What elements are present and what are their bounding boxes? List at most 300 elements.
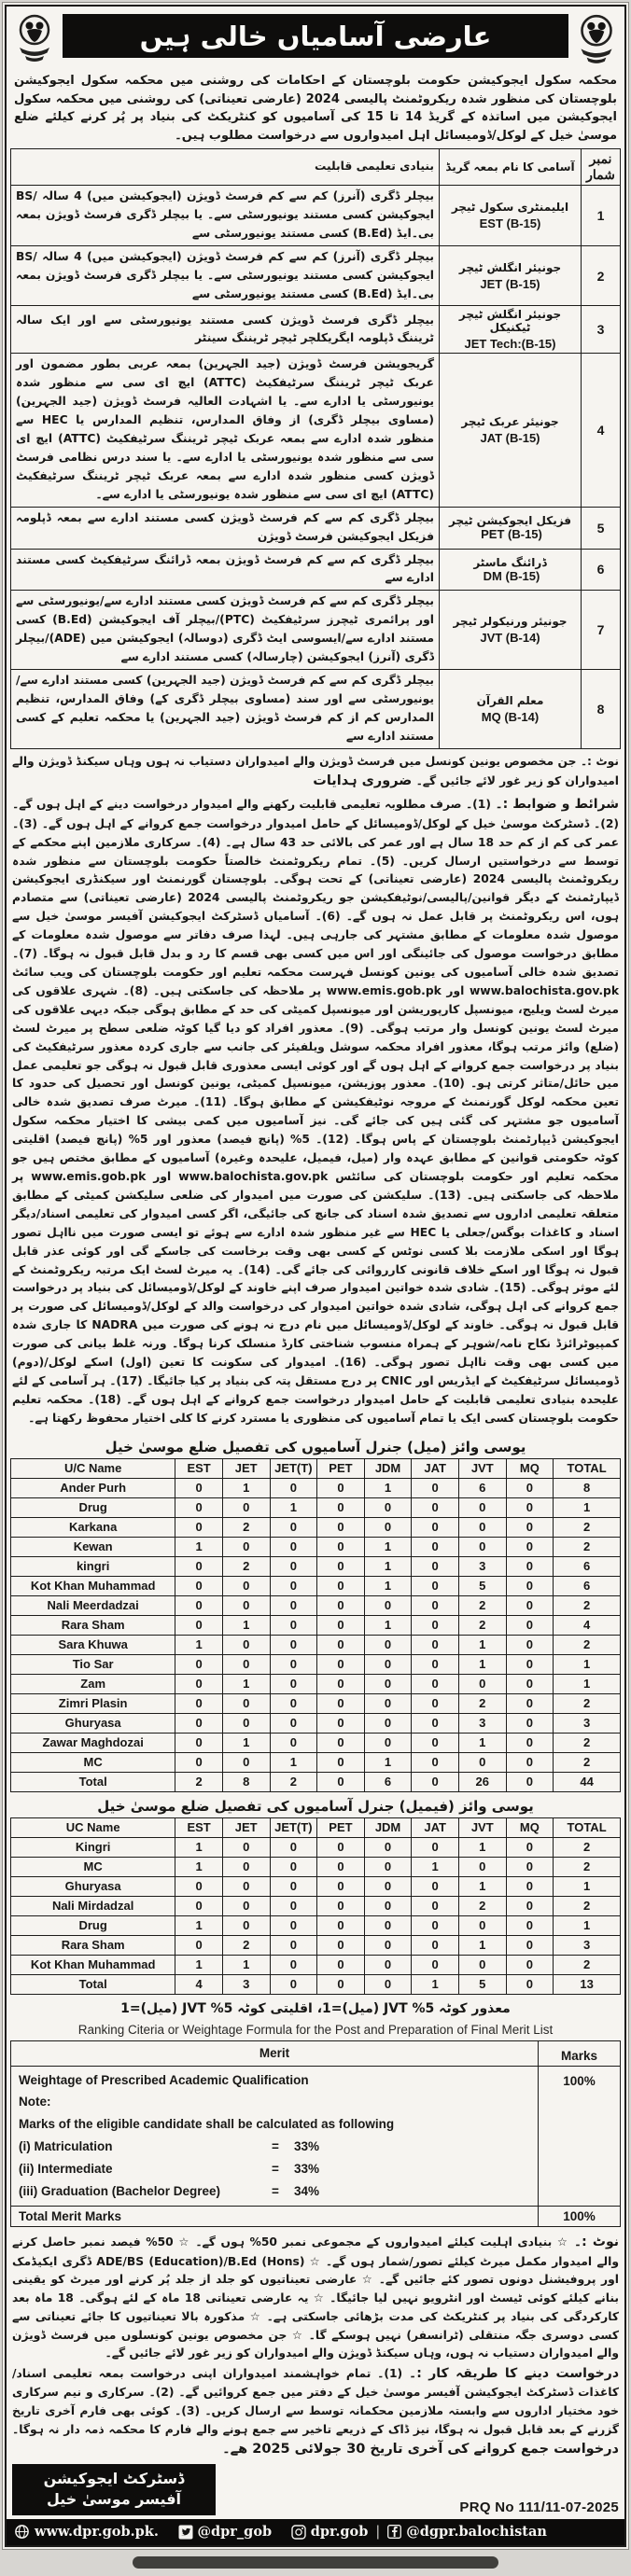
- count-cell: 1: [364, 1478, 412, 1497]
- row-total-cell: 13: [554, 1974, 621, 1994]
- female-table-title: یوسی وائز (فیمیل) جنرل آسامیوں کی تفصیل ضلع موسیٰ خیل: [97, 1797, 534, 1815]
- application-deadline: درخواست جمع کروانے کی آخری تاریخ 30 جولائی 2025 ھے۔: [222, 2442, 619, 2458]
- count-cell: 0: [412, 1517, 459, 1537]
- count-cell: 2: [458, 1615, 506, 1635]
- count-cell: 0: [270, 1733, 317, 1752]
- count-cell: 0: [506, 1876, 554, 1896]
- count-cell: 1: [222, 1955, 270, 1974]
- count-cell: 4: [175, 1974, 223, 1994]
- count-cell: 0: [412, 1595, 459, 1615]
- count-cell: 1: [270, 1497, 317, 1517]
- intro-paragraph: محکمہ سکول ایجوکیشن حکومت بلوچستان کے احکامات کی روشنی میں محکمہ سکول ایجوکیشن بلوچستان کی منظور شدہ ریکروٹمنٹ پالیسی 2024 (عارضی تعیناتی) کی روشنی میں محکمہ سکول ایجوکیشن میں اساتذہ کے گریڈ 14 تا 15 کی آسامیوں کو کنٹریکٹ کی بنیاد پر پُر کرنے کیلئے ضلع موسیٰ خیل کے لوکل/ڈومیسائل اہل امیدواروں سے درخواست مطلوب ہیں۔: [14, 74, 617, 143]
- row-total-cell: 3: [554, 1935, 621, 1955]
- count-cell: 0: [175, 1654, 223, 1674]
- count-cell: 0: [317, 1876, 365, 1896]
- count-cell: 5: [458, 1974, 506, 1994]
- count-cell: 0: [270, 1713, 317, 1733]
- count-cell: 0: [222, 1654, 270, 1674]
- count-cell: 0: [364, 1915, 412, 1935]
- table-row: [11, 1876, 621, 1896]
- column-header: JET: [222, 1458, 270, 1478]
- merit-content-cell: [11, 2066, 539, 2207]
- post-row: [11, 354, 621, 507]
- count-cell: 0: [458, 1517, 506, 1537]
- column-header: JDM: [364, 1458, 412, 1478]
- count-cell: 0: [270, 1635, 317, 1654]
- note-label: نوٹ :۔: [580, 754, 619, 768]
- table-row: [11, 1576, 621, 1595]
- qualification-cell: بیچلر ڈگری کم سے کم فرسٹ ڈویژن (جید الجہرین) کسی مستند ادارے سے/یونیورسٹی سے اور سند (مساوی بیچلر ڈگری کے) وفاق المدارس، تنظیم المدارس کم از کم فرسٹ ڈویژن (جید الجہرین) یا محکمہ تعلیم کے کسی مستند ادارے سے: [11, 669, 440, 748]
- post-row: [11, 669, 621, 748]
- table-row: [11, 1752, 621, 1772]
- post-code: JVT (B-14): [480, 631, 540, 646]
- total-row: [11, 1974, 621, 1994]
- count-cell: 0: [222, 1576, 270, 1595]
- count-cell: 0: [222, 1497, 270, 1517]
- count-cell: 0: [222, 1635, 270, 1654]
- count-cell: 0: [175, 1478, 223, 1497]
- total-merit-value: 100%: [539, 2207, 621, 2227]
- uc-name-cell: Sara Khuwa: [11, 1635, 175, 1654]
- count-cell: 1: [222, 1674, 270, 1693]
- column-header: PET: [317, 1817, 365, 1837]
- header: [10, 9, 621, 70]
- uc-name-cell: Tio Sar: [11, 1654, 175, 1674]
- count-cell: 0: [317, 1517, 365, 1537]
- count-cell: 0: [270, 1556, 317, 1576]
- row-total-cell: 2: [554, 1595, 621, 1615]
- count-cell: 0: [506, 1713, 554, 1733]
- count-cell: 0: [364, 1935, 412, 1955]
- count-cell: 0: [317, 1772, 365, 1791]
- terms-text: (1)۔ صرف مطلوبہ تعلیمی قابلیت رکھنے والے امیدوار درخواست دینے کے اہل ہوں گے۔ (2)۔ ڈسٹرکٹ موسیٰ خیل کے لوکل/ڈومیسائل کے حامل امیدوار درخواست جمع کروانے کے اہل ہوں گے۔ (3)۔ عمر کی کم از کم حد 18 سال ہے اور عمر کی بالائی حد 43 سال ہے۔ (4)۔ سرکاری ملازمین اپنے محکمے کے توسط سے درخواستیں ارسال کریں۔ (5)۔ تمام ریکروٹمنٹ خالصتاً حکومت بلوچستان سے منظور شدہ ریکروٹمنٹ پالیسی 2024 (عارضی تعیناتی) کے تحت ہوگی۔ بلوچستان گورنمنٹ اور سیکنڈری ایجوکیشن ڈیپارٹمنٹ کے دیگر قوانین/پالیسی/نوٹیفکیشن جو ریکروٹمنٹ پالیسی 2024 (عارضی تعیناتی) سے متصادم ہوں، اس ریکروٹمنٹ پر قابل عمل نہ ہوں گے۔ (6)۔ آسامیاں ڈسٹرکٹ ایجوکیشن آفیسر موسیٰ خیل سے موصول شدہ معلومات کے مطابق مشتہر کی جارہی ہیں۔ لہذا صرف دفاتر سے موصول شدہ معلومات کے مطابق درخواست موصول کی جائینگی اور اس میں کسی بھی قسم کا رد و بدل قابل قبول نہ ہوگا۔ (7)۔ تصدیق شدہ خالی آسامیوں کی یونین کونسل فہرست محکمہ تعلیم اور حکومت بلوچستان کی ویب سائٹ www.balochista.gov.pk اور www.emis.gob.pk پر ملاحظہ کی جاسکتی ہیں۔ (8)۔ شہری علاقوں کی میرٹ لسٹ ویلیج، میونسپل کارپوریشن اور میونسپل کمیٹی کی حد کے مطابق ہوگی جبکہ دیہی علاقوں کی میرٹ لسٹ یونین کونسل وار مرتب ہوگی۔ (9)۔ معذور افراد کو دیا گیا کوٹہ ضلعی سطح پر میرٹ لسٹ (ضلع) وائز مرتب ہوگا، معذور افراد محکمہ سوشل ویلفیئر کی جانب سے جاری کردہ معذور سرٹیفکیٹ کی بنیاد پر درخواست جمع کروانے کے اہل ہوں گے اور کوئی ایسی معذوری قابل قبول نہ ہوگی جو تعلیمی عمل میں حائل/متاثر کرتی ہو۔ (10)۔ معذور پوزیشن، میونسپل کمیٹی، یونین کونسل اور تحصیل کی حدود کا تعین محکمہ لوکل گورنمنٹ کے مروجہ نوٹیفکیشن کے مطابق ہوگا۔ (11)۔ میرٹ صرف تصدیق شدہ خالی آسامیوں جو مشتہر کی گئی ہیں کی جائے گی۔ نیز آسامیوں میں کمی بیشی کا اختیار محکمہ سکول ایجوکیشن ڈیپارٹمنٹ بلوچستان کے پاس ہوگا۔ (12)۔ 5% (پانچ فیصد) معذور اور 5% (پانچ فیصد) اقلیتی کوٹہ حکومتی قوانین کے مطابق عہدہ وار (میل، فیمیل، علیحدہ وغیرہ) آسامیوں کے مطابق مختص ہیں جو محکمہ تعلیم اور حکومت بلوچستان کی سائٹس www.balochista.gov.pk اور www.emis.gob.pk پر ملاحظہ کی جاسکتی ہیں۔ (13)۔ سلیکشن کی صورت میں امیدوار کی ضلعی سلیکشن کمیٹی کے مطابق متعلقہ تعلیمی اداروں سے تصدیق شدہ اسناد کی جانچ کی جائیگی، اگر کسی امیدوار کی تعلیمی اسناد/دیگر اسناد و کاغذات بوگس/جعلی یا HEC سے غیر منظور شدہ ادارے سے ہوئے تو ایسی صورت میں نااہل تصور ہوگا اور اسکی ملازمت بلا کسی نوٹس کے کسی بھی وقت برخاست کی جاسکے گی اور کوئی عذر قابل قبول نہ ہوگا اور اسکے خلاف قانونی کارروائی کی جائے گی۔ (14)۔ یہ میرٹ لسٹ ایک مرتبہ ریکروٹمنٹ کے لئے موثر ہوگی۔ (15)۔ شادی شدہ خواتین امیدوار صرف اپنے خاوند کے لوکل/ڈومیسائل کی بنیاد پر درخواست جمع کروانے کی اہل ہوگی، شادی شدہ خواتین امیدوار کی درخواست والد کے لوکل/ڈومیسائل کی صورت پر قابل قبول نہ ہوگی۔ خاوند کے لوکل/ڈومیسائل میں نام درج نہ ہونے کی صورت میں NADRA کا جاری شدہ کمپیوٹرائزڈ نکاح نامہ/شوہر کے ہمراہ منسوب شناختی کارڈ منسلک کرنا ہوگا۔ ورنہ غلط بیانی کی صورت میں کسی بھی وقت نااہل تصور ہوگی۔ (16)۔ امیدوار کی سکونت کا تعین (اول) اسکے لوکل/(دوم) ڈومیسائل سرٹیفکیٹ کے ایڈریس اور CNIC پر درج مستقل پتہ کی بنیاد پر کیا جائیگا۔ (17)۔ ہر آسامی کے لئے علیحدہ بنیادی تعلیمی قابلیت کے حامل امیدوار درخواست جمع کروانے کے اہل ہوں گے۔ (18)۔ محکمہ تعلیم حکومت بلوچستان کسی ایک یا تمام آسامیوں کی منظوری یا مسترد کرنے کا کلی اختیار محفوظ رکھتا ہے۔: [12, 798, 620, 1425]
- count-cell: 0: [317, 1713, 365, 1733]
- count-cell: 0: [364, 1876, 412, 1896]
- merit-item-label: (i) Matriculation: [19, 2138, 113, 2153]
- globe-icon: [14, 2524, 30, 2540]
- count-cell: 0: [317, 1857, 365, 1876]
- table-row: [11, 1556, 621, 1576]
- uc-name-cell: Zam: [11, 1674, 175, 1693]
- post-row: [11, 245, 621, 306]
- post-code: PET (B-15): [481, 527, 542, 542]
- bottom-note-text: ☆ بنیادی اہلیت کیلئے امیدواروں کے مجموعی نمبر 50% ہوں گے۔ ☆ 50% فیصد نمبر حاصل کرنے والے امیدوار مکمل میرٹ کیلئے تصور/شمار ہوں گے۔ ☆ ADE/BS (Education)/B.Ed (Hons) ڈگری ایکیڈمک اور پروفیشنل دونوں تصور کئے جائیں گے۔ ☆ عارضی تعیناتیوں کو جلد از جلد پُر کرنے اور میرٹ کو یقینی بنانے کیلئے کوئی ٹیسٹ اور انٹرویو نہیں لیا جائیگا۔ ☆ یہ عارضی تعیناتی 18 ماہ کے لئے ہوگی۔ 18 ماہ بعد کارکردگی کی بنیاد پر کنٹریکٹ کی مدت بڑھائی جاسکتی ہے۔ ☆ مذکورہ بالا تعیناتیوں کا جائے تعیناتی سے کسی دوسری جگہ منتقلی (ٹرانسفر) نہیں ہوسکے گا۔ ☆ جن مخصوص یونین کونسلوں میں فرسٹ ڈویژن والے امیدواران دستیاب نہ ہوں، وہاں سیکنڈ ڈویژن والے امیدواران کو زیر غور لائے جائیں گے۔: [12, 2235, 619, 2360]
- marks-column-header: Marks: [539, 2040, 621, 2066]
- count-cell: 0: [175, 1674, 223, 1693]
- table-row: [11, 1537, 621, 1556]
- post-name-cell: [440, 591, 582, 670]
- post-code: JET (B-15): [480, 276, 540, 291]
- count-cell: 0: [506, 1635, 554, 1654]
- post-row: [11, 507, 621, 549]
- count-cell: 0: [412, 1896, 459, 1915]
- post-name-urdu: معلم القرآن: [476, 693, 544, 707]
- row-total-cell: 1: [554, 1876, 621, 1896]
- count-cell: 0: [317, 1537, 365, 1556]
- count-cell: 0: [270, 1915, 317, 1935]
- posts-header-row: [11, 149, 621, 186]
- uc-name-cell: Ghuryasa: [11, 1713, 175, 1733]
- count-cell: 0: [270, 1595, 317, 1615]
- count-cell: 0: [412, 1837, 459, 1857]
- count-cell: 1: [175, 1857, 223, 1876]
- post-code: EST (B-15): [479, 216, 541, 230]
- table-row: [11, 1478, 621, 1497]
- post-name-cell: [440, 245, 582, 306]
- merit-column-header: Merit: [11, 2040, 539, 2066]
- count-cell: 0: [175, 1556, 223, 1576]
- count-cell: 26: [458, 1772, 506, 1791]
- row-total-cell: 1: [554, 1915, 621, 1935]
- count-cell: 0: [270, 1615, 317, 1635]
- count-cell: 1: [222, 1615, 270, 1635]
- count-cell: 0: [222, 1752, 270, 1772]
- prq-number: PRQ No 111/11-07-2025: [459, 2499, 619, 2515]
- count-cell: 0: [506, 1955, 554, 1974]
- count-cell: 0: [222, 1693, 270, 1713]
- merit-item: [19, 2180, 530, 2203]
- count-cell: 0: [270, 1876, 317, 1896]
- row-total-cell: 2: [554, 1896, 621, 1915]
- count-cell: 1: [175, 1537, 223, 1556]
- post-name-urdu: فزیکل ایجوکیشن ٹیچر: [448, 514, 572, 528]
- count-cell: 0: [270, 1517, 317, 1537]
- bottom-note: [10, 2227, 621, 2362]
- count-cell: 1: [222, 1478, 270, 1497]
- count-cell: 0: [175, 1517, 223, 1537]
- uc-name-cell: MC: [11, 1857, 175, 1876]
- count-cell: 0: [317, 1837, 365, 1857]
- count-cell: 0: [175, 1935, 223, 1955]
- post-row: [11, 186, 621, 246]
- uc-name-cell: Drug: [11, 1497, 175, 1517]
- count-cell: 0: [506, 1896, 554, 1915]
- count-cell: 0: [506, 1693, 554, 1713]
- post-name-urdu: جونیئر ورنیکولر ٹیچر: [453, 615, 568, 629]
- instagram-handle: dpr.gob: [310, 2524, 369, 2541]
- merit-item: [19, 2158, 530, 2180]
- count-cell: 0: [412, 1576, 459, 1595]
- title-bar: [63, 14, 568, 58]
- count-cell: 0: [412, 1772, 459, 1791]
- count-cell: 0: [317, 1478, 365, 1497]
- table-row: [11, 1674, 621, 1693]
- uc-name-cell: Kingri: [11, 1837, 175, 1857]
- merit-item-value: 33%: [294, 2161, 320, 2176]
- row-total-cell: 2: [554, 1837, 621, 1857]
- serial-cell: 3: [582, 306, 621, 354]
- count-cell: 0: [317, 1497, 365, 1517]
- column-header: JET(T): [270, 1817, 317, 1837]
- count-cell: 0: [506, 1576, 554, 1595]
- count-cell: 0: [317, 1974, 365, 1994]
- count-cell: 0: [412, 1733, 459, 1752]
- uc-name-cell: Total: [11, 1974, 175, 1994]
- uc-name-cell: Drug: [11, 1915, 175, 1935]
- count-cell: 0: [175, 1497, 223, 1517]
- post-name-cell: [440, 669, 582, 748]
- row-total-cell: 2: [554, 1635, 621, 1654]
- table-row: [11, 1517, 621, 1537]
- count-cell: 0: [506, 1674, 554, 1693]
- count-cell: 2: [270, 1772, 317, 1791]
- count-cell: 3: [458, 1556, 506, 1576]
- serial-cell: 7: [582, 591, 621, 670]
- serial-cell: 8: [582, 669, 621, 748]
- count-cell: 0: [412, 1915, 459, 1935]
- serial-cell: 5: [582, 507, 621, 549]
- post-name-cell: [440, 549, 582, 591]
- count-cell: 1: [175, 1837, 223, 1857]
- merit-item-label: (ii) Intermediate: [19, 2161, 113, 2176]
- qualification-cell: گریجویشن فرسٹ ڈویژن (جید الجہرین) بمعہ عربی بطور مضمون اور عربک ٹیچر ٹریننگ سرٹیفکیٹ (ATTC) ایچ ای سی سے منظور شدہ یونیورسٹی یا ادارے سے۔ یا اشہادت العالیہ فرسٹ ڈویژن (جید الجہرین) (مساوی بیچلر ڈگری) از وفاق المدارس، تنظیم المدارس یا HEC سے منظور شدہ ادارے سے بمعہ عربک ٹیچر ٹریننگ سرٹیفکیٹ (ATTC) ایچ ای سی سے منظور شدہ یونیورسٹی یا ادارے سے۔ یا سند درس نظامی فرسٹ ڈویژن کسی منظور شدہ ادارے سے بمعہ عربک ٹیچر ٹریننگ سرٹیفکیٹ (ATTC) ایچ ای سی سے منظور شدہ یونیورسٹی یا ادارے سے۔: [11, 354, 440, 507]
- twitter-segment: [178, 2524, 273, 2540]
- merit-list-title: Ranking Citeria or Weightage Formula for the Post and Preparation of Final Merit List: [77, 2022, 554, 2037]
- footer-separator: [165, 2525, 172, 2540]
- count-cell: 0: [364, 1713, 412, 1733]
- post-row: [11, 306, 621, 354]
- count-cell: 0: [506, 1478, 554, 1497]
- count-cell: 0: [412, 1955, 459, 1974]
- weightage-row: Weightage of Prescribed Academic Qualification: [19, 2072, 309, 2087]
- serial-cell: 2: [582, 245, 621, 306]
- count-cell: 0: [270, 1693, 317, 1713]
- count-cell: 3: [458, 1713, 506, 1733]
- signature-box: [12, 2464, 216, 2514]
- count-cell: 0: [270, 1955, 317, 1974]
- qualification-cell: بیچلر ڈگری کم سے کم فرسٹ ڈویژن کسی مستند ادارے سے بمعہ ڈپلومہ فزیکل ایجوکیشن فرسٹ ڈویژن: [11, 507, 440, 549]
- count-cell: 1: [458, 1733, 506, 1752]
- facebook-handle: @dgpr.balochistan: [406, 2524, 547, 2541]
- count-cell: 5: [458, 1576, 506, 1595]
- count-cell: 0: [364, 1733, 412, 1752]
- uc-name-cell: kingri: [11, 1556, 175, 1576]
- count-cell: 0: [317, 1635, 365, 1654]
- uc-name-cell: Kewan: [11, 1537, 175, 1556]
- count-cell: 0: [317, 1595, 365, 1615]
- row-total-cell: 2: [554, 1955, 621, 1974]
- count-cell: 0: [317, 1615, 365, 1635]
- count-cell: 0: [317, 1733, 365, 1752]
- count-cell: 0: [412, 1693, 459, 1713]
- merit-item-value: 34%: [294, 2184, 320, 2199]
- application-procedure: [10, 2363, 621, 2461]
- count-cell: 0: [506, 1733, 554, 1752]
- count-cell: 0: [412, 1674, 459, 1693]
- count-cell: 0: [458, 1537, 506, 1556]
- row-total-cell: 2: [554, 1752, 621, 1772]
- count-cell: 0: [222, 1915, 270, 1935]
- column-header: MQ: [506, 1458, 554, 1478]
- equals-sign: =: [272, 2138, 279, 2153]
- count-cell: 8: [222, 1772, 270, 1791]
- facebook-segment: [387, 2524, 547, 2540]
- post-name-urdu: جونیئر انگلش ٹیچر: [458, 260, 562, 274]
- count-cell: 0: [506, 1772, 554, 1791]
- count-cell: 0: [317, 1955, 365, 1974]
- count-cell: 0: [175, 1733, 223, 1752]
- count-cell: 0: [458, 1955, 506, 1974]
- count-cell: 0: [364, 1674, 412, 1693]
- post-name-cell: [440, 306, 582, 354]
- column-header: PET: [317, 1458, 365, 1478]
- table-row: [11, 1635, 621, 1654]
- count-cell: 0: [364, 1837, 412, 1857]
- column-header: JAT: [412, 1458, 459, 1478]
- count-cell: 1: [412, 1974, 459, 1994]
- count-cell: 0: [270, 1935, 317, 1955]
- merit-item: [19, 2136, 530, 2158]
- count-cell: 0: [506, 1615, 554, 1635]
- serial-cell: 4: [582, 354, 621, 507]
- count-cell: 0: [412, 1752, 459, 1772]
- post-code: JET Tech:(B-15): [464, 337, 556, 352]
- count-cell: 0: [458, 1674, 506, 1693]
- count-cell: 0: [412, 1556, 459, 1576]
- column-header: JET: [222, 1817, 270, 1837]
- uc-name-cell: Ghuryasa: [11, 1876, 175, 1896]
- row-total-cell: 8: [554, 1478, 621, 1497]
- column-header: TOTAL: [554, 1458, 621, 1478]
- govt-emblem-left-icon: [10, 11, 59, 65]
- serial-column-header: نمبر شمار: [582, 149, 621, 186]
- count-cell: 2: [222, 1556, 270, 1576]
- table-row: [11, 1693, 621, 1713]
- merit-table: [10, 2040, 621, 2228]
- row-total-cell: 44: [554, 1772, 621, 1791]
- count-cell: 0: [175, 1615, 223, 1635]
- count-cell: 0: [506, 1837, 554, 1857]
- count-cell: 0: [270, 1857, 317, 1876]
- count-cell: 1: [458, 1876, 506, 1896]
- row-total-cell: 1: [554, 1654, 621, 1674]
- page-title: عارضی آسامیاں خالی ہیں: [139, 20, 492, 52]
- count-cell: 0: [506, 1974, 554, 1994]
- table-row: [11, 1595, 621, 1615]
- count-cell: 0: [222, 1537, 270, 1556]
- table-row: [11, 1713, 621, 1733]
- count-cell: 0: [317, 1556, 365, 1576]
- count-cell: 2: [175, 1772, 223, 1791]
- table-header-row: [11, 1817, 621, 1837]
- bottom-note-label: نوٹ :۔: [573, 2235, 619, 2250]
- terms-lead: شرائط و ضوابط :۔: [495, 797, 619, 813]
- count-cell: 0: [412, 1478, 459, 1497]
- column-header: JET(T): [270, 1458, 317, 1478]
- male-posts-table: [10, 1458, 621, 1792]
- count-cell: 0: [317, 1576, 365, 1595]
- instagram-icon: [291, 2525, 306, 2540]
- merit-note-label: Note:: [19, 2095, 51, 2110]
- count-cell: 0: [506, 1935, 554, 1955]
- count-cell: 1: [364, 1615, 412, 1635]
- table-row: [11, 1896, 621, 1915]
- table-row: [11, 1497, 621, 1517]
- uc-name-cell: Total: [11, 1772, 175, 1791]
- qualification-cell: بیچلر ڈگری (آنرز) کم سے کم فرسٹ ڈویژن (ایجوکیشن میں) 4 سالہ /BS ایجوکیشن کسی مستند یونیورسٹی سے۔ یا بیچلر ڈگری فرسٹ ڈویژن بمعہ بی۔ایڈ (B.Ed) کسی مستند یونیورسٹی سے: [11, 245, 440, 306]
- count-cell: 1: [458, 1635, 506, 1654]
- count-cell: 1: [458, 1935, 506, 1955]
- count-cell: 0: [364, 1896, 412, 1915]
- count-cell: 0: [222, 1876, 270, 1896]
- procedure-text: (1)۔ تمام خواہشمند امیدواران اپنی درخواست بمعہ تعلیمی اسناد/کاغذات ڈسٹرکٹ ایجوکیشن آفیسر موسیٰ خیل کے دفتر میں جمع کروائیں گے۔ (2)۔ سرکاری و نیم سرکاری خود مختیار اداروں سے وابستہ ملازمین محکمانہ توسط سے ارسال کریں۔ (3)۔ کوئی بھی فارم آخری تاریخ گزرنے کے بعد قابل قبول نہ ہوگا، نیز ڈاک کے ذریعے تاخیر سے جمع ہونے والے فارم کا محکمہ ذمہ دار نہ ہوگا۔: [12, 2366, 619, 2436]
- uc-name-cell: Nali Mirdadzal: [11, 1896, 175, 1915]
- count-cell: 0: [222, 1896, 270, 1915]
- instagram-segment: [291, 2524, 369, 2540]
- count-cell: 1: [175, 1955, 223, 1974]
- count-cell: 0: [317, 1935, 365, 1955]
- serial-cell: 6: [582, 549, 621, 591]
- count-cell: 1: [270, 1752, 317, 1772]
- count-cell: 0: [458, 1857, 506, 1876]
- count-cell: 0: [175, 1876, 223, 1896]
- post-name-urdu: جونیئر انگلش ٹیچر ٹیکنیکل: [458, 308, 562, 335]
- merit-total-row: [11, 2207, 621, 2227]
- row-total-cell: 6: [554, 1576, 621, 1595]
- count-cell: 0: [364, 1693, 412, 1713]
- terms-and-conditions: [10, 793, 621, 1434]
- qualification-cell: بیچلر ڈگری کم سے کم فرسٹ ڈویژن بمعہ ڈرائنگ سرٹیفکیٹ کسی مستند ادارے سے: [11, 549, 440, 591]
- qualification-column-header: بنیادی تعلیمی قابلیت: [11, 149, 440, 186]
- table-header-row: [11, 1458, 621, 1478]
- post-name-cell: [440, 507, 582, 549]
- uc-name-cell: Kot Khan Muhammad: [11, 1576, 175, 1595]
- count-cell: 1: [458, 1654, 506, 1674]
- count-cell: 0: [506, 1752, 554, 1772]
- posts-table: [10, 148, 621, 749]
- count-cell: 2: [222, 1935, 270, 1955]
- count-cell: 0: [270, 1896, 317, 1915]
- count-cell: 0: [175, 1693, 223, 1713]
- table-row: [11, 1915, 621, 1935]
- count-cell: 6: [364, 1772, 412, 1791]
- count-cell: 0: [412, 1654, 459, 1674]
- row-total-cell: 1: [554, 1674, 621, 1693]
- count-cell: 0: [364, 1635, 412, 1654]
- count-cell: 0: [175, 1713, 223, 1733]
- count-cell: 0: [364, 1595, 412, 1615]
- table-row: [11, 1733, 621, 1752]
- total-merit-label: Total Merit Marks: [11, 2207, 539, 2227]
- count-cell: 0: [412, 1713, 459, 1733]
- count-cell: 0: [412, 1876, 459, 1896]
- footer-bar: [7, 2519, 624, 2545]
- count-cell: 2: [222, 1517, 270, 1537]
- count-cell: 0: [412, 1537, 459, 1556]
- count-cell: 0: [270, 1576, 317, 1595]
- count-cell: 0: [317, 1654, 365, 1674]
- column-header: MQ: [506, 1817, 554, 1837]
- row-total-cell: 2: [554, 1517, 621, 1537]
- count-cell: 0: [317, 1693, 365, 1713]
- row-total-cell: 1: [554, 1497, 621, 1517]
- post-name-urdu: ڈرائنگ ماسٹر: [473, 555, 547, 569]
- row-total-cell: 3: [554, 1713, 621, 1733]
- row-total-cell: 2: [554, 1693, 621, 1713]
- count-cell: 0: [506, 1497, 554, 1517]
- count-cell: 6: [458, 1478, 506, 1497]
- count-cell: 0: [317, 1674, 365, 1693]
- count-cell: 0: [175, 1752, 223, 1772]
- count-cell: 0: [222, 1595, 270, 1615]
- note-line: [10, 751, 621, 794]
- column-header: EST: [175, 1458, 223, 1478]
- count-cell: 1: [412, 1857, 459, 1876]
- quota-line: معذور کوٹہ 5% JVT (میل)=1، اقلیتی کوٹہ 5% JVT (میل)=1: [120, 2000, 511, 2016]
- post-code: JAT (B-15): [480, 431, 540, 446]
- count-cell: 0: [317, 1915, 365, 1935]
- count-cell: 0: [412, 1615, 459, 1635]
